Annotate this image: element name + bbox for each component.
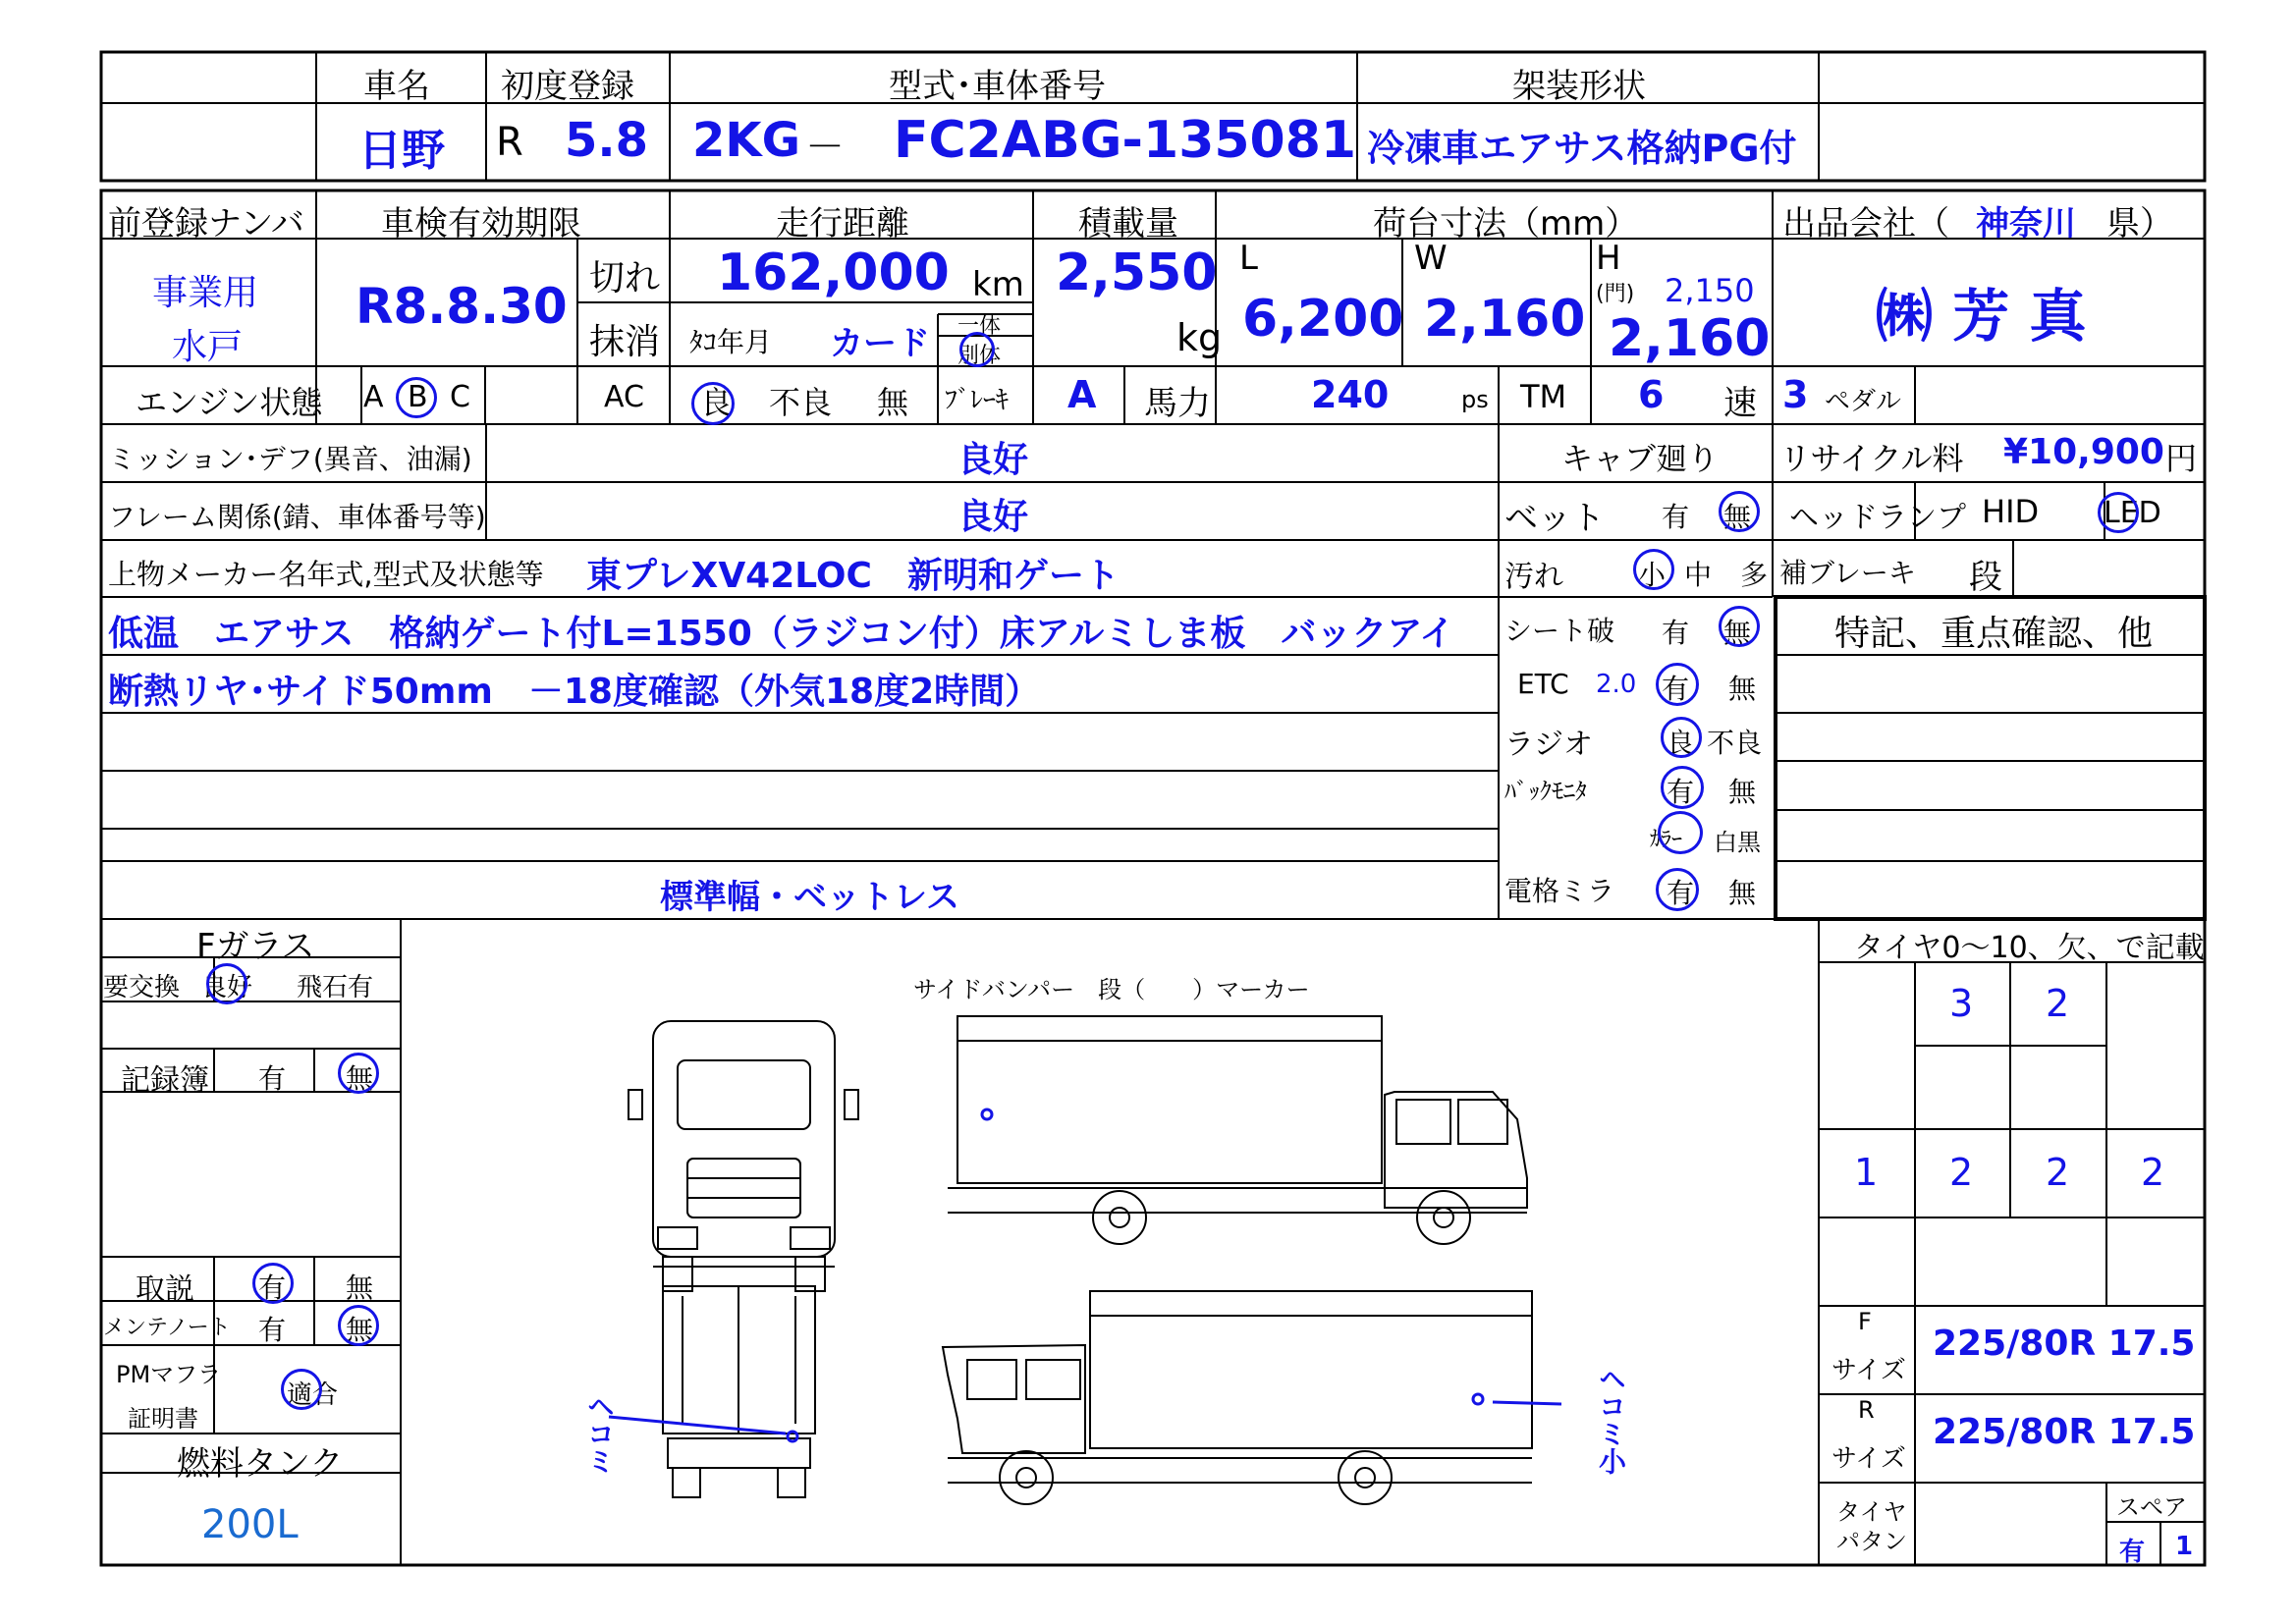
bed-label: ベット (1504, 499, 1605, 538)
glass-good: 良好 (201, 973, 253, 1002)
mirror-yes-selected (1656, 868, 1699, 911)
pedal-value: 3 (1782, 373, 1809, 416)
maintenance-no: 無 (346, 1314, 374, 1346)
length-label: L (1239, 239, 1258, 278)
dirt-small: 小 (1638, 559, 1667, 591)
width-label: W (1414, 239, 1448, 278)
speed-label: 速 (1723, 384, 1757, 423)
led-selected (2098, 492, 2139, 533)
fuel-tank-label: 燃料タンク (177, 1444, 344, 1484)
seat-no: 無 (1723, 617, 1752, 649)
tire-title: タイヤ0～10、欠、で記載 (1854, 931, 2205, 965)
record-no-selected (338, 1053, 379, 1094)
ac-label: AC (604, 380, 644, 414)
maintenance-label: メンテノート (103, 1316, 231, 1340)
mirror-no: 無 (1728, 877, 1757, 909)
pm-selected (281, 1369, 322, 1410)
prev-plate-label: 前登録ナンバ (108, 204, 304, 243)
dirt-mid: 中 (1684, 559, 1713, 591)
record-yes: 有 (258, 1062, 287, 1095)
seller-prefecture: 神奈川 (1976, 204, 2076, 243)
headlamp-label: ヘッドランプ (1789, 501, 1966, 535)
body-maker-value: 東プレXV42LOC 新明和ゲート (586, 556, 1120, 596)
tm-value: 6 (1638, 373, 1665, 416)
betsutai-option: 別体 (957, 344, 1002, 368)
expired-option: 切れ (589, 258, 661, 298)
model-dash: － (805, 125, 845, 170)
width-value: 2,160 (1424, 290, 1586, 349)
backmonitor-label: ﾊﾞｯｸﾓﾆﾀ (1504, 778, 1587, 805)
capacity-value: 2,550 (1056, 243, 1218, 302)
seat-yes: 有 (1662, 617, 1690, 649)
maintenance-yes: 有 (258, 1314, 287, 1346)
note-line-2: 断熱リヤ･サイド50mm －18度確認（外気18度2時間） (108, 672, 1041, 712)
tire-rear-4: 2 (2141, 1151, 2165, 1194)
rear-tire-size: 225/80R 17.5 (1933, 1412, 2196, 1452)
body-maker-label: 上物メーカー名年式,型式及状態等 (108, 558, 544, 591)
header-body-label: 架装形状 (1512, 67, 1646, 106)
radio-bad: 不良 (1707, 727, 1763, 759)
side-bumper-marker-label: サイドバンパー 段（ ）マーカー (913, 976, 1310, 1003)
tire-pattern-label-1: タイヤ (1836, 1498, 1907, 1526)
etc-no: 無 (1728, 673, 1757, 705)
truck-side-view-left (943, 1291, 1532, 1504)
bed-no-selected (1719, 491, 1760, 532)
rear-size-label: サイズ (1831, 1444, 1906, 1474)
fuel-tank-value: 200L (201, 1502, 299, 1547)
seat-no-selected (1719, 606, 1760, 647)
pm-label-1: PMマフラ (116, 1361, 222, 1388)
dent-mark-left: ヘコミ (583, 1392, 616, 1475)
color-selected (1658, 811, 1703, 854)
ac-good: 良 (700, 384, 733, 421)
pm-label-2: 証明書 (128, 1405, 198, 1433)
ac-none: 無 (877, 384, 909, 421)
engine-grade-a: A (363, 380, 384, 414)
mission-label: ミッション･デフ(異音、油漏) (108, 443, 472, 475)
cab-label: キャブ廻り (1561, 440, 1720, 477)
seller-name: ㈱ 芳 真 (1876, 283, 2087, 350)
betsutai-selected (959, 332, 995, 367)
glass-good-selected (206, 963, 247, 1004)
gate-height-label: (門) (1596, 282, 1635, 306)
backmonitor-yes-selected (1661, 766, 1704, 809)
engine-label: エンジン状態 (136, 384, 323, 421)
yen-unit: 円 (2165, 440, 2198, 477)
power-value: 240 (1311, 373, 1390, 416)
glass-chip: 飛石有 (297, 973, 374, 1002)
inspection-date: R8.8.30 (355, 278, 568, 335)
backmonitor-color: ｶﾗｰ (1650, 828, 1683, 852)
inspection-label: 車検有効期限 (381, 204, 581, 243)
recycle-value: ¥10,900 (2003, 432, 2164, 472)
record-no: 無 (346, 1062, 374, 1095)
brake-label: ﾌﾞﾚｰｷ (945, 386, 1010, 415)
tire-rear-2: 2 (1949, 1151, 1974, 1194)
km-unit: km (972, 265, 1024, 304)
header-name-label: 車名 (363, 67, 430, 106)
height-label: H (1596, 239, 1621, 278)
rear-size-r-label: R (1858, 1396, 1875, 1424)
note-line-3: 標準幅・ベットレス (660, 878, 959, 917)
length-value: 6,200 (1242, 290, 1404, 349)
header-first-reg-label: 初度登録 (501, 67, 634, 106)
ittai-option: 一体 (957, 314, 1002, 339)
header-model-label: 型式･車体番号 (889, 67, 1106, 106)
special-notes-label: 特記、重点確認、他 (1834, 614, 2154, 654)
capacity-label: 積載量 (1078, 204, 1178, 243)
engine-grade-c: C (450, 380, 470, 414)
engine-grade-b-selected (396, 377, 437, 418)
glass-label: Fガラス (196, 927, 315, 966)
dirt-small-selected (1633, 549, 1674, 590)
pm-value: 適合 (287, 1380, 339, 1410)
plate-area: 水戸 (172, 327, 244, 367)
tire-front-left: 3 (1949, 982, 1974, 1025)
tire-rear-1: 1 (1854, 1151, 1879, 1194)
dirt-many: 多 (1740, 559, 1769, 591)
spare-yes: 有 (2119, 1538, 2146, 1567)
cancelled-option: 抹消 (589, 322, 661, 362)
plate-use: 事業用 (152, 273, 259, 313)
etc-version: 2.0 (1596, 670, 1637, 699)
engine-grade-b: B (408, 380, 428, 414)
dirt-label: 汚れ (1504, 560, 1563, 594)
truck-front-view (629, 1021, 858, 1291)
frame-value: 良好 (957, 497, 1029, 537)
mileage-value: 162,000 (717, 243, 950, 302)
gate-height-value: 2,150 (1665, 272, 1755, 309)
tire-front-right: 2 (2046, 982, 2070, 1025)
ac-bad: 不良 (769, 384, 833, 421)
manual-label: 取説 (136, 1272, 194, 1307)
radio-good: 良 (1667, 727, 1695, 759)
kg-unit: kg (1176, 316, 1223, 359)
spare-count: 1 (2175, 1532, 2194, 1561)
maintenance-no-selected (338, 1305, 379, 1346)
ps-unit: ps (1461, 386, 1489, 413)
era: R (496, 120, 523, 165)
etc-label: ETC (1517, 668, 1569, 700)
front-tire-size: 225/80R 17.5 (1933, 1324, 2196, 1364)
mileage-label: 走行距離 (776, 204, 909, 243)
ac-good-selected (691, 382, 735, 425)
mirror-label: 電格ミラ (1504, 875, 1615, 907)
spare-label: スペア (2116, 1493, 2187, 1521)
aux-brake-value: 段 (1969, 558, 2002, 597)
tm-label: TM (1520, 378, 1567, 415)
chassis-number: FC2ABG-135081 (894, 111, 1357, 170)
mirror-yes: 有 (1667, 877, 1695, 909)
manual-yes: 有 (258, 1271, 287, 1304)
truck-rear-view (663, 1286, 815, 1497)
backmonitor-no: 無 (1728, 776, 1757, 808)
glass-replace: 要交換 (103, 973, 181, 1002)
front-size-f-label: F (1858, 1308, 1872, 1335)
record-book-label: 記録簿 (121, 1063, 209, 1098)
first-registration: 5.8 (565, 113, 649, 168)
headlamp-hid: HID (1982, 493, 2040, 530)
body-type: 冷凍車エアサス格納PG付 (1367, 127, 1797, 170)
etc-yes-selected (1656, 663, 1699, 706)
model-prefix: 2KG (692, 113, 800, 168)
maker: 日野 (358, 126, 445, 176)
headlamp-led: LED (2104, 496, 2161, 530)
aux-brake-label: 補ブレーキ (1779, 557, 1916, 589)
truck-side-view-right (948, 1016, 1527, 1244)
brake-value: A (1067, 373, 1097, 416)
front-size-label: サイズ (1831, 1356, 1906, 1385)
radio-good-selected (1661, 717, 1702, 758)
manual-yes-selected (252, 1263, 294, 1304)
tacho-label: ﾀｺ年月 (689, 326, 773, 358)
recycle-label: リサイクル料 (1779, 440, 1964, 477)
bed-size-label: 荷台寸法（mm） (1373, 204, 1639, 243)
seat-label: シート破 (1504, 615, 1615, 647)
tire-pattern-label-2: パタン (1836, 1528, 1907, 1555)
etc-yes: 有 (1662, 673, 1690, 705)
bed-no: 無 (1723, 501, 1752, 533)
backmonitor-yes: 有 (1667, 776, 1695, 808)
tire-rear-3: 2 (2046, 1151, 2070, 1194)
radio-label: ラジオ (1504, 728, 1593, 762)
seller-prefecture-suffix: 県） (2106, 204, 2173, 243)
note-line-1: 低温 エアサス 格納ゲート付L=1550（ラジコン付）床アルミしま板 バックアイ (108, 614, 1455, 654)
power-label: 馬力 (1144, 384, 1211, 423)
backmonitor-bw: 白黒 (1714, 829, 1761, 856)
pedal-label: ペダル (1825, 387, 1902, 416)
dent-mark-right: ヘコミ小 (1595, 1365, 1627, 1475)
bed-yes: 有 (1662, 501, 1690, 533)
tacho-value: カード (830, 324, 930, 363)
height-value: 2,160 (1609, 309, 1771, 368)
seller-label: 出品会社（ (1782, 204, 1949, 243)
frame-label: フレーム関係(錆、車体番号等) (108, 501, 486, 533)
manual-no: 無 (346, 1271, 374, 1304)
mission-value: 良好 (957, 440, 1029, 480)
